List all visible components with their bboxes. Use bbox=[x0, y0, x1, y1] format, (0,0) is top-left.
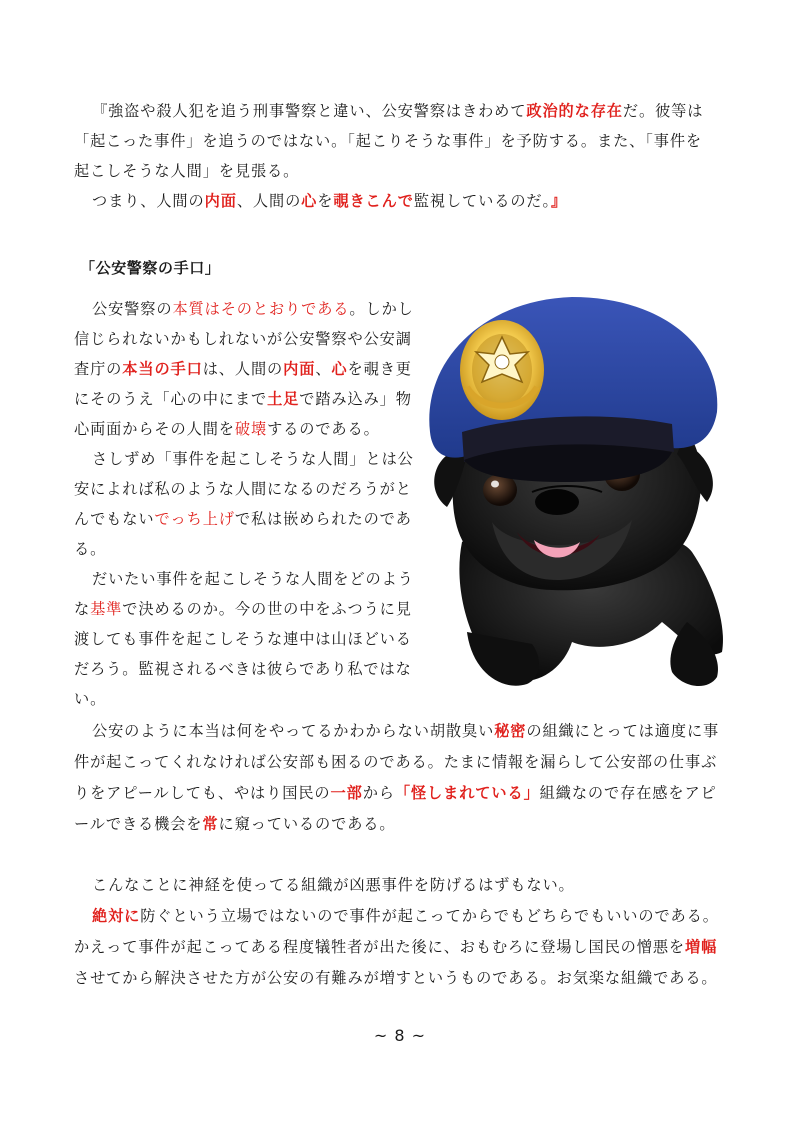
body-line-4 bbox=[74, 384, 412, 414]
text-run: 心両面からその人間を bbox=[74, 420, 235, 438]
emphasis-text: 本当の手口 bbox=[122, 360, 203, 378]
emphasis-text: 一部 bbox=[330, 784, 363, 802]
emphasis-text: 破壊 bbox=[234, 420, 268, 438]
body-line-7: 安によれば私のような人間になるのだろうがと bbox=[74, 480, 412, 498]
emphasis-text: 絶対に bbox=[92, 907, 141, 925]
text-run: 監視しているのだ。 bbox=[413, 192, 551, 210]
text-run: りをアピールしても、やはり国民の bbox=[74, 784, 331, 802]
text-run: にそのうえ「心の中にまで bbox=[74, 390, 268, 408]
closing-line-4: させてから解決させた方が公安の有難みが増すというものである。お気楽な組織である。 bbox=[74, 969, 718, 987]
emphasis-text: 政治的な存在 bbox=[526, 102, 623, 120]
body-line-16: 件が起こってくれなければ公安部も困るのである。たまに情報を漏らして公安部の仕事ぶ bbox=[74, 753, 718, 771]
body-line-6: さしずめ「事件を起こしそうな人間」とは公 bbox=[92, 450, 414, 468]
body-line-15 bbox=[92, 716, 719, 746]
body-line-13: だろう。監視されるべきは彼らであり私ではな bbox=[74, 660, 412, 678]
text-run: 公安警察の bbox=[92, 300, 173, 318]
text-run: するのである。 bbox=[267, 420, 380, 438]
text-run: は、人間の bbox=[202, 360, 284, 378]
quote-line-1 bbox=[92, 96, 703, 126]
body-line-12: 渡しても事件を起こしそうな連中は山ほどいる bbox=[74, 630, 412, 648]
police-badge-icon bbox=[460, 320, 544, 420]
text-run: 、人間の bbox=[236, 192, 302, 210]
emphasis-text: 内面 bbox=[283, 360, 316, 378]
body-line-3 bbox=[74, 354, 412, 384]
emphasis-text: 本質はそのとおりである bbox=[172, 300, 350, 318]
emphasis-text: 秘密 bbox=[494, 722, 527, 740]
text-run: から bbox=[362, 784, 395, 802]
text-run: んでもない bbox=[74, 510, 155, 528]
emphasis-text: 心 bbox=[301, 192, 318, 210]
closing-line-3 bbox=[74, 932, 717, 962]
page-number: ~ 8 ~ bbox=[373, 1026, 427, 1045]
nose bbox=[535, 489, 579, 515]
emphasis-text: 内面 bbox=[204, 192, 237, 210]
text-run: 『強盗や殺人犯を追う刑事警察と違い、公安警察はきわめて bbox=[92, 102, 527, 120]
text-run: 、 bbox=[315, 360, 332, 378]
text-run: を bbox=[317, 192, 334, 210]
body-line-5 bbox=[74, 414, 380, 444]
emphasis-text: 土足 bbox=[267, 390, 300, 408]
quote-line-4 bbox=[92, 186, 567, 216]
text-run: かえって事件が起こってある程度犠牲者が出た後に、おもむろに登場し国民の憎悪を bbox=[74, 938, 686, 956]
closing-line-2 bbox=[92, 901, 719, 931]
text-run: に窺っているのである。 bbox=[218, 815, 396, 833]
text-run: で踏み込み」物 bbox=[299, 390, 412, 408]
text-run: だ。彼等は bbox=[622, 102, 704, 120]
emphasis-text: 常 bbox=[202, 815, 219, 833]
body-line-10: だいたい事件を起こしそうな人間をどのよう bbox=[92, 570, 414, 588]
text-run: 組織なので存在感をアピ bbox=[539, 784, 717, 802]
text-run: ールできる機会を bbox=[74, 815, 203, 833]
body-line-14: い。 bbox=[74, 690, 107, 708]
emphasis-text: でっち上げ bbox=[154, 510, 235, 528]
body-line-18 bbox=[74, 809, 395, 839]
emphasis-text: 基準 bbox=[90, 600, 123, 618]
text-run: 査庁の bbox=[74, 360, 123, 378]
body-line-1 bbox=[92, 294, 414, 324]
text-run: 公安のように本当は何をやってるかわからない胡散臭い bbox=[92, 722, 495, 740]
emphasis-text: 心 bbox=[331, 360, 348, 378]
text-run: 防ぐという立場ではないので事件が起こってからでもどちらでもいいのである。 bbox=[140, 907, 719, 925]
text-run: を覗き更 bbox=[347, 360, 412, 378]
text-run: の組織にとっては適度に事 bbox=[526, 722, 720, 740]
text-run: 。しかし bbox=[349, 300, 414, 318]
text-run: つまり、人間の bbox=[92, 192, 205, 210]
text-run: で私は嵌められたのであ bbox=[234, 510, 412, 528]
pug-police-cap-illustration bbox=[422, 292, 728, 692]
emphasis-text: 覗きこんで bbox=[333, 192, 414, 210]
body-line-9: る。 bbox=[74, 540, 107, 558]
eye-highlight bbox=[491, 481, 499, 488]
emphasis-text: 』 bbox=[550, 192, 568, 210]
body-line-2: 信じられないかもしれないが公安警察や公安調 bbox=[74, 330, 412, 348]
body-line-8 bbox=[74, 504, 412, 534]
quote-line-3: 起こしそうな人間」を見張る。 bbox=[74, 162, 300, 180]
emphasis-text: 「怪しまれている」 bbox=[394, 784, 540, 802]
text-run: で決めるのか。今の世の中をふつうに見 bbox=[122, 600, 412, 618]
emphasis-text: 増幅 bbox=[685, 938, 718, 956]
section-heading: 「公安警察の手口」 bbox=[80, 259, 221, 277]
body-line-11 bbox=[74, 594, 412, 624]
quote-line-2: 「起こった事件」を追うのではない。「起こりそうな事件」を予防する。また、「事件を bbox=[74, 132, 702, 150]
body-line-17 bbox=[74, 778, 717, 808]
text-run: な bbox=[74, 600, 91, 618]
closing-line-1: こんなことに神経を使ってる組織が凶悪事件を防げるはずもない。 bbox=[92, 876, 575, 894]
